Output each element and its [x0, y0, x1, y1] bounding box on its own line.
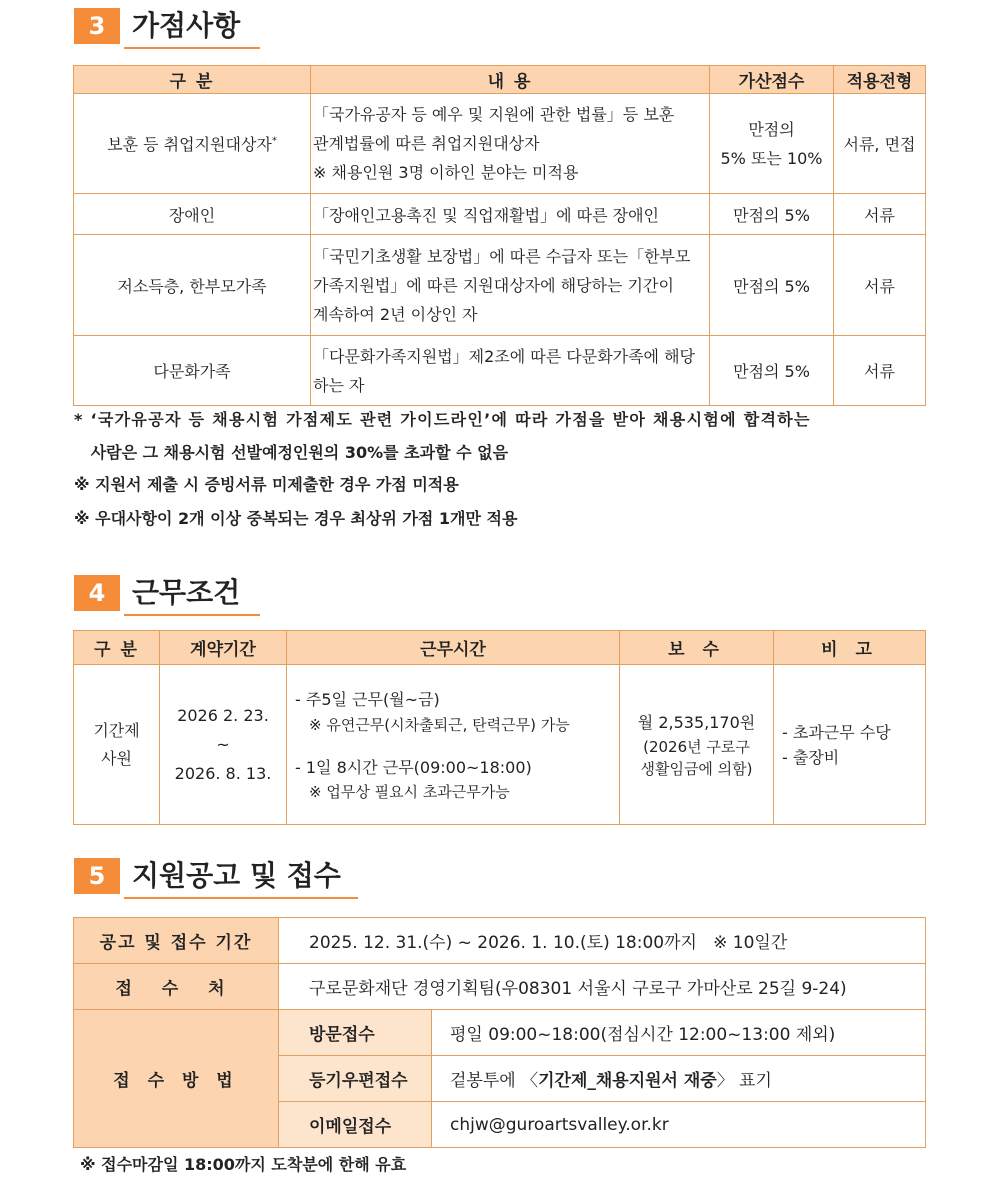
table-header-row: [74, 631, 926, 665]
title-underline: [124, 614, 260, 616]
section-title: 지원공고 및 접수: [132, 859, 341, 892]
footnote: ※ 우대사항이 2개 이상 중복되는 경우 최상위 가점 1개만 적용: [74, 509, 518, 528]
section-title: 가점사항: [132, 9, 241, 42]
email-address[interactable]: chjw@guroartsvalley.or.kr: [432, 1102, 926, 1148]
footnote: ※ 지원서 제출 시 증빙서류 미제출한 경우 가점 미적용: [74, 475, 459, 494]
method-value: 평일 09:00~18:00(점심시간 12:00~13:00 제외): [432, 1010, 926, 1056]
table-row: [74, 336, 926, 406]
category-cell: 보훈 등 취업지원대상자*: [74, 94, 311, 194]
col-header: 적용전형: [834, 66, 926, 94]
category-cell: 저소득층, 한부모가족: [74, 235, 311, 336]
applies-cell: 서류: [834, 194, 926, 235]
table-row: [74, 1010, 926, 1056]
section-number-badge: 5: [74, 858, 120, 894]
work-conditions-table: [73, 630, 926, 825]
content-cell: 「국민기초생활 보장법」에 따른 수급자 또는「한부모 가족지원법」에 따른 지원대상자에 해당하는 기간이 계속하여 2년 이상인 자: [311, 235, 710, 336]
section-4-heading: [74, 575, 274, 615]
col-header: 비 고: [774, 631, 926, 665]
emphasis-text: 기간제_채용지원서 재중: [538, 1071, 717, 1091]
place-label: 접 수 처: [74, 964, 279, 1010]
remarks-cell: - 초과근무 수당 - 출장비: [774, 665, 926, 825]
footnote: ※ 접수마감일 18:00까지 도착분에 한해 유효: [80, 1155, 407, 1174]
section-5-heading: [74, 858, 374, 898]
col-header: 가산점수: [710, 66, 834, 94]
table-row: [74, 194, 926, 235]
footnote: 사람은 그 채용시험 선발예정인원의 30%를 초과할 수 없음: [74, 443, 509, 462]
table-row: [74, 964, 926, 1010]
col-header: 계약기간: [160, 631, 287, 665]
section-title: 근무조건: [132, 576, 241, 609]
title-underline: [124, 897, 358, 899]
content-cell: 「장애인고용촉진 및 직업재활법」에 따른 장애인: [311, 194, 710, 235]
applies-cell: 서류: [834, 336, 926, 406]
application-table: [73, 917, 926, 1148]
hours-cell: - 주5일 근무(월~금) ※ 유연근무(시차출퇴근, 탄력근무) 가능 - 1일 8시간 근무(09:00~18:00) ※ 업무상 필요시 초과근무가능: [287, 665, 620, 825]
period-label: 공고 및 접수 기간: [74, 918, 279, 964]
points-cell: 만점의 5%: [710, 336, 834, 406]
section-number-badge: 4: [74, 575, 120, 611]
category-cell: 기간제 사원: [74, 665, 160, 825]
footnote: * ‘국가유공자 등 채용시험 가점제도 관련 가이드라인’에 따라 가점을 받아 채용시험에 합격하는: [74, 410, 811, 429]
method-type-label: 이메일접수: [279, 1102, 432, 1148]
title-underline: [124, 47, 260, 49]
period-value: 2025. 12. 31.(수) ~ 2026. 1. 10.(토) 18:00까지 ※ 10일간: [279, 918, 926, 964]
content-cell: 「다문화가족지원법」제2조에 따른 다문화가족에 해당 하는 자: [311, 336, 710, 406]
method-type-label: 방문접수: [279, 1010, 432, 1056]
applies-cell: 서류, 면접: [834, 94, 926, 194]
col-header: 내 용: [311, 66, 710, 94]
section-3-heading: [74, 8, 274, 48]
points-cell: 만점의 5%: [710, 235, 834, 336]
content-cell: 「국가유공자 등 예우 및 지원에 관한 법률」등 보훈 관계법률에 따른 취업지원대상자 ※ 채용인원 3명 이하인 분야는 미적용: [311, 94, 710, 194]
pay-cell: 월 2,535,170원 (2026년 구로구 생활임금에 의함): [620, 665, 774, 825]
table-row: [74, 665, 926, 825]
table-header-row: [74, 66, 926, 94]
method-type-label: 등기우편접수: [279, 1056, 432, 1102]
table-row: [74, 94, 926, 194]
col-header: 보 수: [620, 631, 774, 665]
category-cell: 장애인: [74, 194, 311, 235]
method-label: 접 수 방 법: [74, 1010, 279, 1148]
method-value: 겉봉투에 〈기간제_채용지원서 재중〉 표기: [432, 1056, 926, 1102]
table-row: [74, 235, 926, 336]
applies-cell: 서류: [834, 235, 926, 336]
col-header: 근무시간: [287, 631, 620, 665]
category-cell: 다문화가족: [74, 336, 311, 406]
period-cell: 2026 2. 23. ~ 2026. 8. 13.: [160, 665, 287, 825]
points-cell: 만점의 5% 또는 10%: [710, 94, 834, 194]
col-header: 구 분: [74, 631, 160, 665]
section-number-badge: 3: [74, 8, 120, 44]
points-cell: 만점의 5%: [710, 194, 834, 235]
col-header: 구 분: [74, 66, 311, 94]
place-value: 구로문화재단 경영기획팀(우08301 서울시 구로구 가마산로 25길 9-24): [279, 964, 926, 1010]
bonus-points-table: [73, 65, 926, 406]
table-row: [74, 918, 926, 964]
